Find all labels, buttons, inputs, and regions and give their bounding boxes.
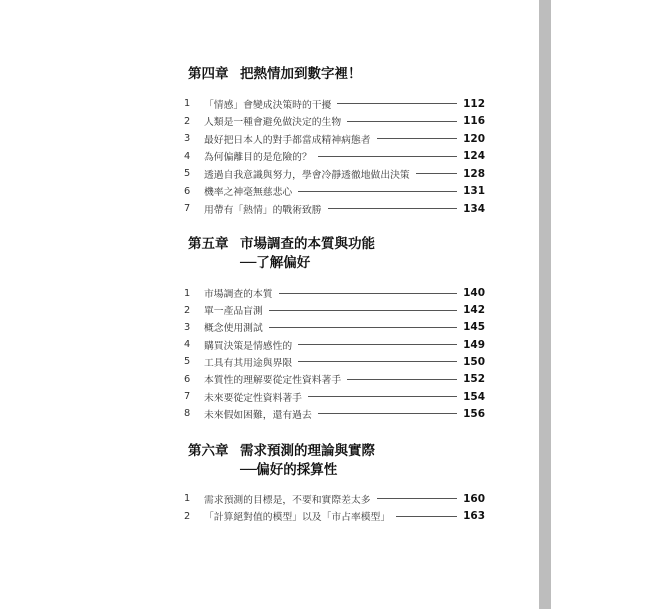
entry-index: 6 xyxy=(184,185,191,197)
dot-leader xyxy=(318,156,457,157)
page-edge-shadow xyxy=(539,0,551,609)
entry-title: 需求預測的目標是，不要和實際差太多 xyxy=(204,494,371,506)
entry-title: 「情感」會變成決策時的干擾 xyxy=(204,99,332,111)
entry-page-number: 112 xyxy=(463,97,485,110)
entry-page-number: 124 xyxy=(463,150,485,163)
toc-entry[interactable] xyxy=(184,183,485,201)
entry-page-number: 145 xyxy=(463,321,485,334)
entry-page-number: 131 xyxy=(463,185,485,198)
toc-entry[interactable] xyxy=(184,353,485,371)
chapter-title: 需求預測的理論與實際 xyxy=(240,443,375,459)
entry-title: 未來假如困難，還有過去 xyxy=(204,409,312,421)
toc-entry[interactable] xyxy=(184,165,485,183)
entry-title: 最好把日本人的對手都當成精神病態者 xyxy=(204,134,371,146)
dot-leader xyxy=(298,191,457,192)
entry-index: 2 xyxy=(184,304,191,316)
entry-title: 工具有其用途與界限 xyxy=(204,357,293,369)
toc-entry[interactable] xyxy=(184,148,485,166)
toc-entry[interactable] xyxy=(184,302,485,320)
entry-index: 4 xyxy=(184,150,191,162)
entry-page-number: 134 xyxy=(463,202,485,215)
entry-index: 7 xyxy=(184,391,191,403)
dot-leader xyxy=(347,121,457,122)
dot-leader xyxy=(318,413,457,414)
dot-leader xyxy=(298,344,457,345)
toc-entry[interactable] xyxy=(184,388,485,406)
dot-leader xyxy=(308,396,457,397)
chapter-title: 市場調查的本質與功能 xyxy=(240,236,375,252)
toc-entry[interactable] xyxy=(184,319,485,337)
chapter-heading xyxy=(188,235,375,273)
entry-page-number: 163 xyxy=(463,510,485,523)
chapter-title: 把熱情加到數字裡！ xyxy=(240,66,362,82)
entry-page-number: 154 xyxy=(463,390,485,403)
entry-title: 本質性的理解要從定性資料著手 xyxy=(204,375,342,387)
dot-leader xyxy=(298,361,457,362)
entry-index: 3 xyxy=(184,321,191,333)
entry-index: 2 xyxy=(184,115,191,127)
entry-index: 7 xyxy=(184,203,191,215)
entry-index: 8 xyxy=(184,408,191,420)
entry-page-number: 156 xyxy=(463,407,485,420)
chapter-heading xyxy=(188,442,375,480)
chapter-number: 第五章 xyxy=(188,236,229,252)
entry-page-number: 142 xyxy=(463,304,485,317)
dot-leader xyxy=(269,310,457,311)
entry-page-number: 149 xyxy=(463,338,485,351)
dot-leader xyxy=(279,293,458,294)
dot-leader xyxy=(269,327,457,328)
entry-title: 概念使用測試 xyxy=(204,323,263,335)
entry-index: 3 xyxy=(184,133,191,145)
toc-entry[interactable] xyxy=(184,200,485,218)
entry-index: 6 xyxy=(184,373,191,385)
entry-title: 人類是一種會避免做決定的生物 xyxy=(204,117,342,129)
entry-title: 為何偏離目的是危險的？ xyxy=(204,152,312,164)
entry-title: 購買決策是情感性的 xyxy=(204,340,293,352)
chapter-number: 第六章 xyxy=(188,443,229,459)
entry-title: 「計算絕對值的模型」以及「市占率模型」 xyxy=(204,512,391,524)
toc-entry[interactable] xyxy=(184,336,485,354)
entry-title: 透過自我意識與努力，學會冷靜透徹地做出決策 xyxy=(204,169,410,181)
toc-entry[interactable] xyxy=(184,405,485,423)
entry-index: 1 xyxy=(184,493,191,505)
toc-entry[interactable] xyxy=(184,285,485,303)
entry-page-number: 116 xyxy=(463,115,485,128)
toc-entry[interactable] xyxy=(184,490,485,508)
dot-leader xyxy=(328,208,458,209)
dot-leader xyxy=(416,173,457,174)
entry-index: 5 xyxy=(184,168,191,180)
toc-entry[interactable] xyxy=(184,130,485,148)
entry-index: 4 xyxy=(184,339,191,351)
dot-leader xyxy=(396,516,457,517)
entry-page-number: 160 xyxy=(463,492,485,505)
entry-index: 1 xyxy=(184,98,191,110)
dot-leader xyxy=(337,103,457,104)
entry-page-number: 128 xyxy=(463,167,485,180)
entry-title: 機率之神毫無慈悲心 xyxy=(204,187,293,199)
dot-leader xyxy=(377,498,458,499)
entry-page-number: 152 xyxy=(463,373,485,386)
chapter-number: 第四章 xyxy=(188,66,229,82)
chapter-heading xyxy=(188,65,362,84)
entry-page-number: 120 xyxy=(463,132,485,145)
toc-entry[interactable] xyxy=(184,508,485,526)
entry-title: 市場調查的本質 xyxy=(204,289,273,301)
entry-title: 用帶有「熱情」的戰術致勝 xyxy=(204,204,322,216)
toc-entry[interactable] xyxy=(184,371,485,389)
entry-index: 5 xyxy=(184,356,191,368)
dot-leader xyxy=(347,379,457,380)
toc-entry[interactable] xyxy=(184,95,485,113)
toc-entry[interactable] xyxy=(184,113,485,131)
entry-index: 2 xyxy=(184,510,191,522)
chapter-subtitle: ──了解偏好 xyxy=(240,255,311,271)
entry-title: 單一產品盲測 xyxy=(204,306,263,318)
entry-page-number: 140 xyxy=(463,287,485,300)
entry-title: 未來要從定性資料著手 xyxy=(204,392,302,404)
chapter-subtitle: ──偏好的採算性 xyxy=(240,462,338,478)
dot-leader xyxy=(377,138,458,139)
entry-index: 1 xyxy=(184,287,191,299)
entry-page-number: 150 xyxy=(463,355,485,368)
